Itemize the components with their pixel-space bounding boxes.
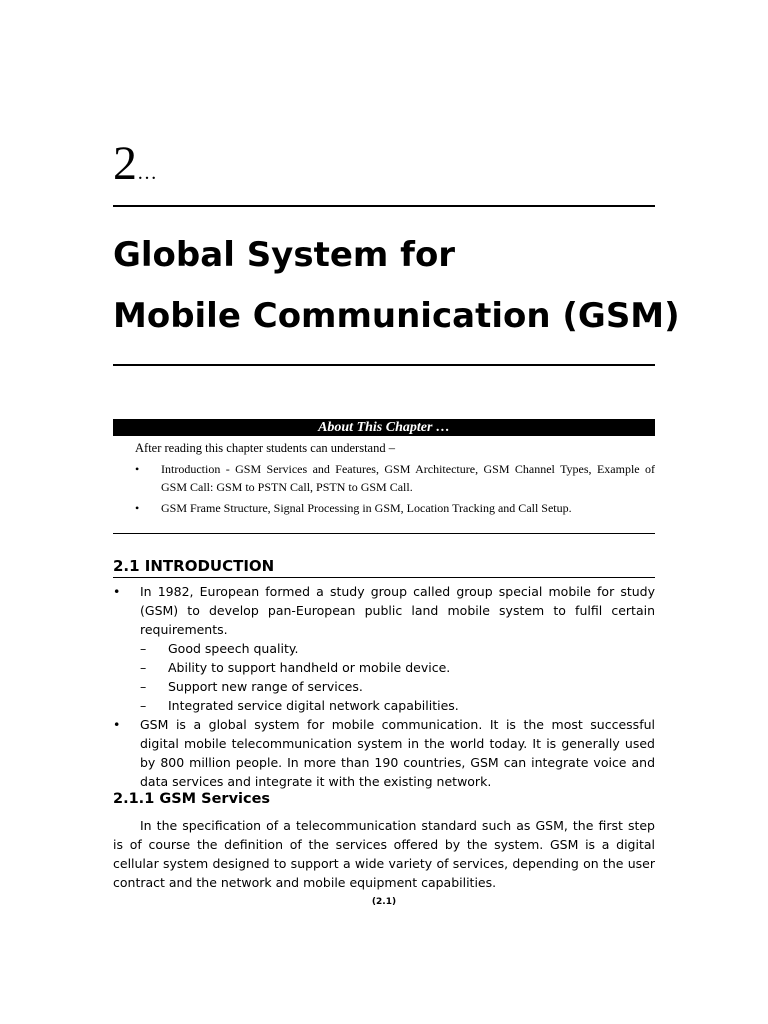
dash-icon: – bbox=[140, 641, 147, 656]
top-rule bbox=[113, 205, 655, 207]
dash-icon: – bbox=[140, 679, 147, 694]
bullet-icon: • bbox=[113, 584, 121, 599]
subsection-paragraph: In the specification of a telecommunication standard such as GSM, the first step is of course the definition of the services offered by the system. GSM is a digital cellular system designed to support a wide variety of services, depending on the user contract and the network and mobile equipment capabilities. bbox=[113, 818, 655, 890]
requirement-text: Good speech quality. bbox=[168, 641, 299, 656]
requirements-list bbox=[140, 639, 655, 715]
section-heading-rule bbox=[113, 577, 655, 578]
bullet-icon: • bbox=[135, 501, 140, 515]
requirement-item bbox=[140, 677, 655, 696]
title-bottom-rule bbox=[113, 364, 655, 366]
about-chapter-item-text: Introduction - GSM Services and Features, GSM Architecture, GSM Channel Types, Example of GSM Call: GSM to PSTN Call, PSTN to GSM Call. bbox=[161, 462, 655, 494]
chapter-title-line-2: Mobile Communication (GSM) bbox=[113, 296, 680, 336]
requirement-item bbox=[140, 639, 655, 658]
dash-icon: – bbox=[140, 660, 147, 675]
introduction-item bbox=[113, 715, 655, 791]
introduction-item-text: In 1982, European formed a study group called group special mobile for study (GSM) to develop pan-European public land mobile system to fulfil certain requirements. bbox=[140, 584, 655, 637]
chapter-number-ellipsis: … bbox=[137, 162, 157, 184]
about-chapter-item-text: GSM Frame Structure, Signal Processing in GSM, Location Tracking and Call Setup. bbox=[161, 501, 572, 515]
subsection-heading: 2.1.1 GSM Services bbox=[113, 791, 271, 807]
page-number: (2.1) bbox=[371, 897, 397, 907]
about-box-bottom-rule bbox=[113, 533, 655, 534]
requirement-item bbox=[140, 658, 655, 677]
requirement-text: Support new range of services. bbox=[168, 679, 363, 694]
dash-icon: – bbox=[140, 698, 147, 713]
chapter-title-line-1: Global System for bbox=[113, 235, 456, 275]
about-chapter-item bbox=[135, 460, 655, 496]
bullet-icon: • bbox=[135, 462, 140, 476]
requirement-text: Integrated service digital network capabilities. bbox=[168, 698, 459, 713]
about-chapter-intro: After reading this chapter students can understand – bbox=[135, 441, 395, 455]
section-heading: 2.1 INTRODUCTION bbox=[113, 557, 275, 575]
requirement-item bbox=[140, 696, 655, 715]
introduction-list bbox=[113, 582, 655, 791]
about-chapter-list bbox=[135, 460, 655, 520]
about-chapter-heading: About This Chapter … bbox=[113, 419, 655, 436]
introduction-item bbox=[113, 582, 655, 715]
about-chapter-item bbox=[135, 499, 655, 517]
bullet-icon: • bbox=[113, 717, 121, 732]
chapter-number bbox=[113, 136, 157, 201]
chapter-number-value: 2 bbox=[113, 137, 137, 190]
requirement-text: Ability to support handheld or mobile device. bbox=[168, 660, 451, 675]
introduction-item-text: GSM is a global system for mobile communication. It is the most successful digital mobile telecommunication system in the world today. It is generally used by 800 million people. In more than 190 countries, GSM can integrate voice and data services and integrate it with the existing network. bbox=[140, 717, 655, 789]
